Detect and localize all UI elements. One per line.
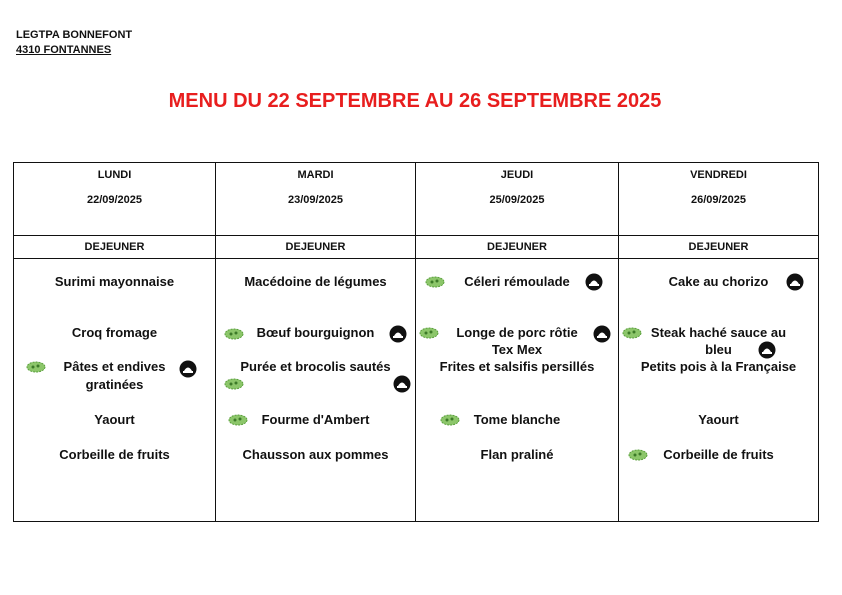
menu-item: Tome blanche: [473, 412, 561, 427]
day-header-thursday: [416, 163, 619, 236]
menu-item: Yaourt: [94, 412, 135, 427]
menu-item: Corbeille de fruits: [59, 447, 170, 462]
menu-item: Frites et salsifis persillés: [439, 359, 595, 374]
menu-item: Longe de porc rôtie: [456, 325, 578, 340]
menu-item: gratinées: [85, 377, 144, 392]
menu-item: Macédoine de légumes: [244, 274, 387, 289]
menu-cell-friday: [619, 259, 819, 522]
menu-item: Steak haché sauce au: [650, 325, 787, 340]
menu-item: Petits pois à la Française: [640, 359, 797, 374]
menu-title: MENU DU 22 SEPTEMBRE AU 26 SEPTEMBRE 2025: [168, 90, 662, 112]
green-leaf-icon: [224, 378, 244, 390]
menu-item: Tex Mex: [491, 342, 543, 357]
day-name: LUNDI: [97, 169, 132, 181]
menu-item: Cake au chorizo: [668, 274, 769, 289]
day-date: 26/09/2025: [690, 194, 747, 206]
menu-item: Flan praliné: [480, 447, 554, 462]
green-leaf-icon: [224, 328, 244, 340]
menu-item: Croq fromage: [71, 325, 158, 340]
day-name: JEUDI: [500, 169, 534, 181]
menu-item: Yaourt: [698, 412, 739, 427]
green-leaf-icon: [228, 414, 248, 426]
day-date: 23/09/2025: [287, 194, 344, 206]
day-date: 22/09/2025: [86, 194, 143, 206]
meal-row: [14, 236, 819, 259]
menu-cell-thursday: [416, 259, 619, 522]
cooking-pot-icon: [592, 325, 612, 343]
cooking-pot-icon: [757, 341, 777, 359]
cooking-pot-icon: [785, 273, 805, 291]
menu-item: Pâtes et endives: [63, 359, 166, 374]
menu-item: Bœuf bourguignon: [256, 325, 375, 340]
green-leaf-icon: [425, 276, 445, 288]
cooking-pot-icon: [178, 360, 198, 378]
day-header-friday: [619, 163, 819, 236]
school-header: [16, 28, 132, 58]
school-address: 4310 FONTANNES: [16, 44, 112, 56]
menu-cell-monday: [14, 259, 216, 522]
menu-item: Surimi mayonnaise: [54, 274, 175, 289]
day-header-row: [14, 163, 819, 236]
menu-item: Chausson aux pommes: [242, 447, 389, 462]
menu-table: [13, 162, 819, 522]
menu-cell-tuesday: [216, 259, 416, 522]
day-name: VENDREDI: [690, 169, 747, 181]
menu-item: Céleri rémoulade: [464, 274, 570, 289]
menu-body-row: [14, 259, 819, 522]
meal-label: DEJEUNER: [216, 236, 416, 259]
day-date: 25/09/2025: [489, 194, 545, 206]
menu-item: bleu: [705, 342, 732, 357]
cooking-pot-icon: [392, 375, 412, 393]
cooking-pot-icon: [388, 325, 408, 343]
day-name: MARDI: [297, 169, 334, 181]
meal-label: DEJEUNER: [619, 236, 819, 259]
day-header-tuesday: [216, 163, 416, 236]
green-leaf-icon: [26, 361, 46, 373]
menu-item: Purée et brocolis sautés: [240, 359, 391, 374]
green-leaf-icon: [419, 327, 439, 339]
green-leaf-icon: [440, 414, 460, 426]
school-name: LEGTPA BONNEFONT: [16, 29, 133, 41]
green-leaf-icon: [622, 327, 642, 339]
meal-label: DEJEUNER: [14, 236, 216, 259]
day-header-monday: [14, 163, 216, 236]
meal-label: DEJEUNER: [416, 236, 619, 259]
menu-item: Fourme d'Ambert: [261, 412, 370, 427]
green-leaf-icon: [628, 449, 648, 461]
menu-item: Corbeille de fruits: [663, 447, 774, 462]
cooking-pot-icon: [584, 273, 604, 291]
